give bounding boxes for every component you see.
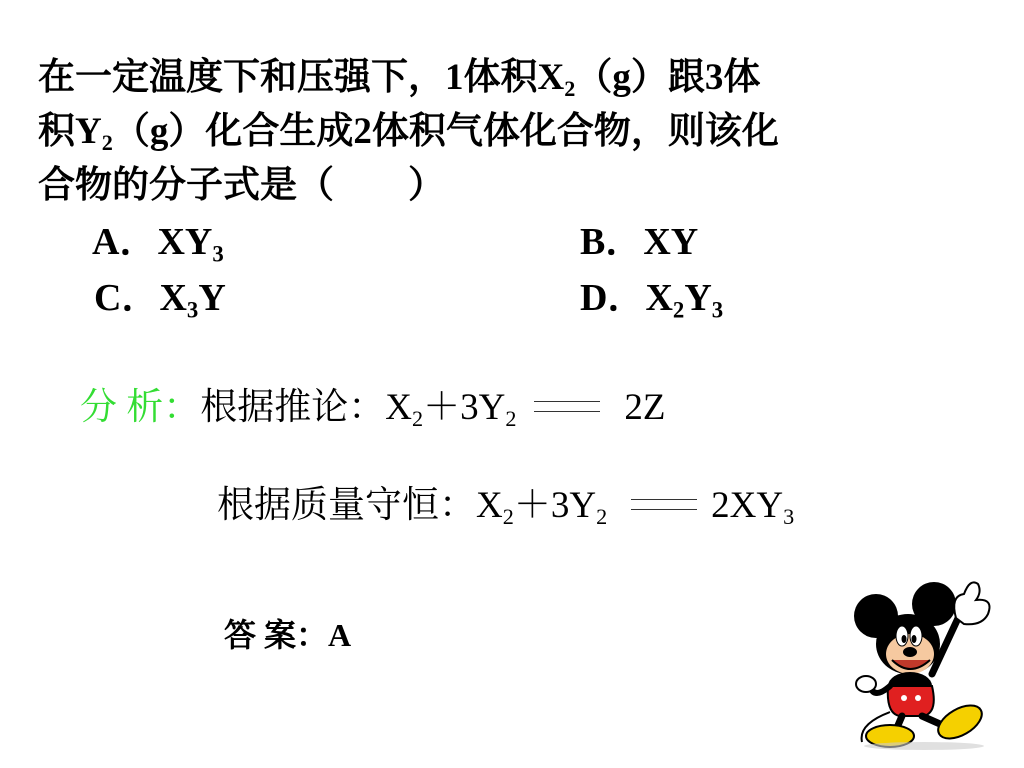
option-a: A．$XY_3$ bbox=[92, 221, 224, 267]
equals-sign bbox=[534, 401, 600, 412]
cartoon-mouse-pointing-icon bbox=[848, 574, 998, 750]
question-line-3: 合物的分子式是（ ） bbox=[38, 165, 445, 206]
answer: 答 案：A bbox=[224, 617, 352, 653]
option-c: C．$X_3Y$ bbox=[94, 277, 226, 323]
analysis-line-1: 分 析：根据推论：$X_2+3Y_2$ 2Z bbox=[80, 387, 666, 432]
equals-sign bbox=[631, 499, 697, 510]
analysis-line-2: 根据质量守恒：$X_2+3Y_2$ $2XY_3$ bbox=[217, 485, 795, 530]
question-line-1: 在一定温度下和压强下，1体积$X_2(g)$跟3体 bbox=[38, 57, 761, 102]
analysis-label: 分 析： bbox=[80, 387, 201, 428]
option-d: D．$X_2Y_3$ bbox=[580, 277, 724, 323]
option-b: B．XY bbox=[580, 221, 699, 263]
question-line-2: 积$Y_2(g)$化合生成2体积气体化合物，则该化 bbox=[38, 111, 779, 156]
